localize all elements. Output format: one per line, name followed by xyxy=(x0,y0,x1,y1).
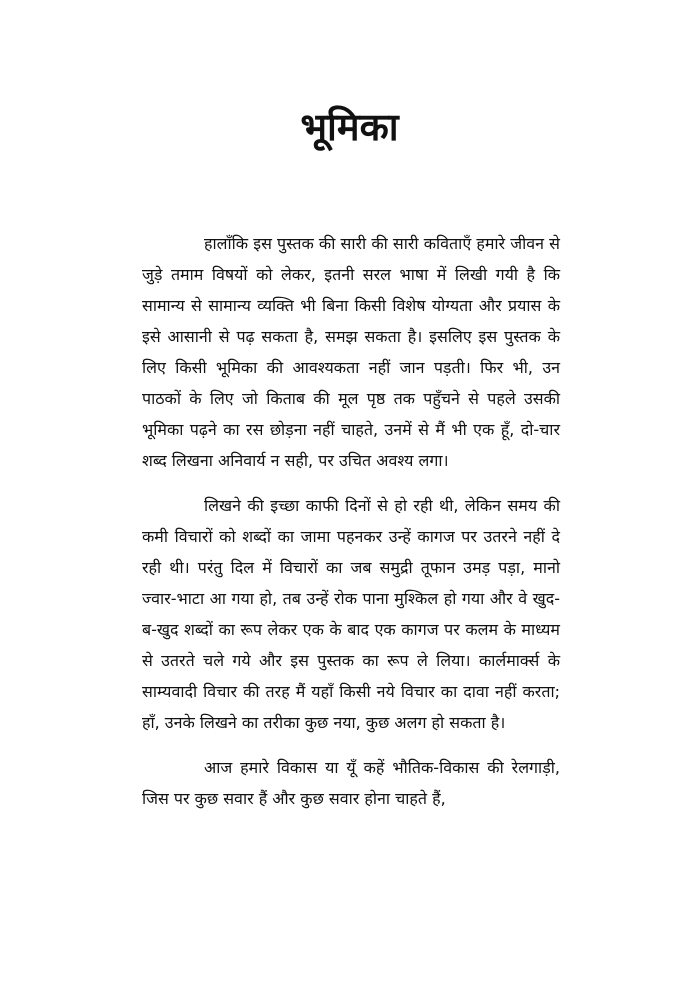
page-title: भूमिका xyxy=(300,105,399,149)
paragraph-2: लिखने की इच्छा काफी दिनों से हो रही थी, लेकिन समय की कमी विचारों को शब्दों का जामा पहनकर उन्हें कागज पर उतरने नहीं दे रही थी। परंतु दिल में विचारों का जब समुद्री तूफान उमड़ पड़ा, मानो ज्वार-भाटा आ गया हो, तब उन्हें रोक पाना मुश्किल हो गया और वे खुद-ब-खुद शब्दों का रूप लेकर एक के बाद एक कागज पर कलम के माध्यम से उतरते चले गये और इस पुस्तक का रूप ले लिया। कार्लमार्क्स के साम्यवादी विचार की तरह मैं यहाँ किसी नये विचार का दावा नहीं करता; हाँ, उनके लिखने का तरीका कुछ नया, कुछ अलग हो सकता है। xyxy=(142,496,560,732)
paragraph-1: हालाँकि इस पुस्तक की सारी की सारी कविताएँ हमारे जीवन से जुड़े तमाम विषयों को लेकर, इतनी सरल भाषा में लिखी गयी है कि सामान्य से सामान्य व्यक्ति भी बिना किसी विशेष योग्यता और प्रयास के इसे आसानी से पढ़ सकता है, समझ सकता है। इसलिए इस पुस्तक के लिए किसी भूमिका की आवश्यकता नहीं जान पड़ती। फिर भी, उन पाठकों के लिए जो किताब की मूल पृष्ठ तक पहुँचने से पहले उसकी भूमिका पढ़ने का रस छोड़ना नहीं चाहते, उनमें से मैं भी एक हूँ, दो-चार शब्द लिखना अनिवार्य न सही, पर उचित अवश्य लगा। xyxy=(142,234,560,470)
preface-body xyxy=(142,228,560,814)
paragraph-3: आज हमारे विकास या यूँ कहें भौतिक-विकास की रेलगाड़ी, जिस पर कुछ सवार हैं और कुछ सवार होना चाहते हैं, xyxy=(142,758,560,808)
